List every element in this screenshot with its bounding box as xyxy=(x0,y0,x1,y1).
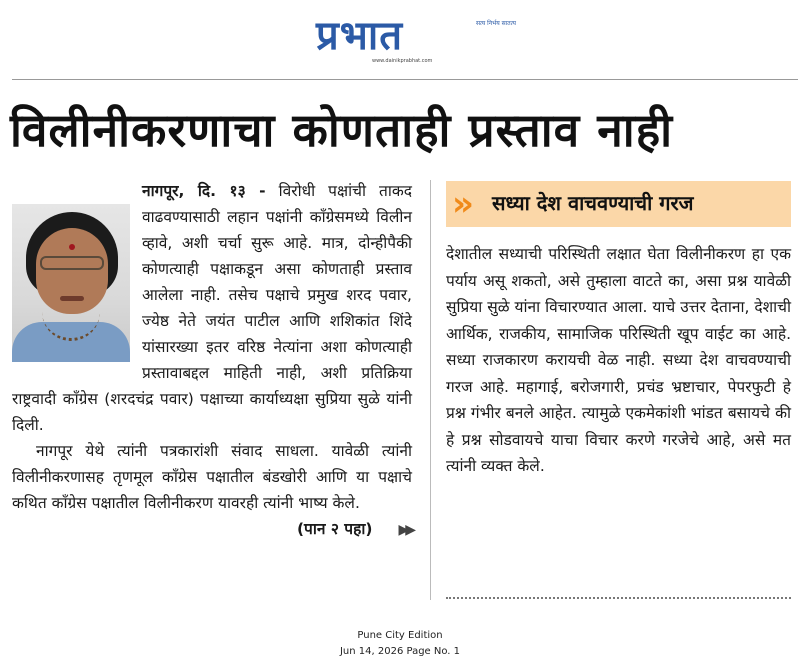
logo-tagline: सत्य निर्भय सातत्य xyxy=(476,20,516,27)
column-divider xyxy=(430,180,431,600)
sidebar-text: देशातील सध्याची परिस्थिती लक्षात घेता विलीनीकरण हा एक पर्याय असू शकतो, असे तुम्हाला वाटते का, असा प्रश्न यावेळी सुप्रिया सुळे यांना विचारण्यात आला. याचे उत्तर देताना, देशाची आर्थिक, राजकीय, सामाजिक परिस्थिती खूप वाईट का आहे. सध्या राजकारण करायची वेळ नाही. सध्या देश वाचवण्याची गरज आहे. महागाई, बरोजगारी, प्रचंड भ्रष्टाचार, पेपरफुटी हे प्रश्न गंभीर बनले आहेत. त्यामुळे एकमेकांशी भांडत बसायचे की हे प्रश्न सोडवायचे याचा विचार करणे गरजेचे आहे, असे मत त्यांनी व्यक्त केले. xyxy=(446,245,791,475)
date-page-label: Jun 14, 2026 Page No. 1 xyxy=(339,646,461,657)
double-arrow-icon: ▶▶ xyxy=(398,522,412,538)
site-url: www.dainikprabhat.com xyxy=(372,58,433,64)
paragraph-2-text: नागपूर येथे त्यांनी पत्रकारांशी संवाद साधला. यावेळी त्यांनी विलीनीकरणासह तृणमूल काँग्रेस पक्षातील बंडखोरी आणि या पक्षाचे कथित काँग्रेस पक्षातील विलीनीकरण यावरही त्यांनी भाष्य केले. xyxy=(12,442,412,512)
article-paragraph-2 xyxy=(12,438,412,538)
article-body xyxy=(12,178,412,543)
subheading-title: सध्या देश वाचवण्याची गरज xyxy=(492,191,694,215)
paragraph-1-text: विरोधी पक्षांची ताकद वाढवण्यासाठी लहान पक्षांनी काँग्रेसमध्ये विलीन व्हावे, अशी चर्चा सुरू आहे. मात्र, दोन्हीपैकी कोणत्याही पक्षाकडून असा कोणताही प्रस्ताव आलेला नाही. तसेच पक्षाचे प्रमुख शरद पवार, ज्येष्ठ नेते जयंत पाटील आणि शशिकांत शिंदे यांसारख्या इतर वरिष्ठ नेत्यांना अशा कोणत्याही प्रस्तावाबद्दल माहिती नाही, अशी प्रतिक्रिया राष्ट्रवादी काँग्रेस (शरदचंद्र पवार) पक्षाच्या कार्याध्यक्षा सुप्रिया सुळे यांनी दिली. xyxy=(12,182,412,434)
page-footer xyxy=(300,628,500,660)
edition-label: Pune City Edition xyxy=(357,630,443,641)
newspaper-logo[interactable]: प्रभात xyxy=(316,12,404,59)
continue-link[interactable] xyxy=(273,516,412,543)
portrait-photo xyxy=(12,204,130,362)
masthead-divider xyxy=(12,79,798,80)
dotted-divider xyxy=(446,597,791,599)
chevron-right-icon: » xyxy=(452,184,474,224)
dateline: नागपूर, दि. १३ - xyxy=(142,182,266,200)
continue-label: (पान २ पहा) xyxy=(296,520,373,538)
headline: विलीनीकरणाचा कोणताही प्रस्ताव नाही xyxy=(10,103,674,157)
masthead xyxy=(0,0,800,80)
